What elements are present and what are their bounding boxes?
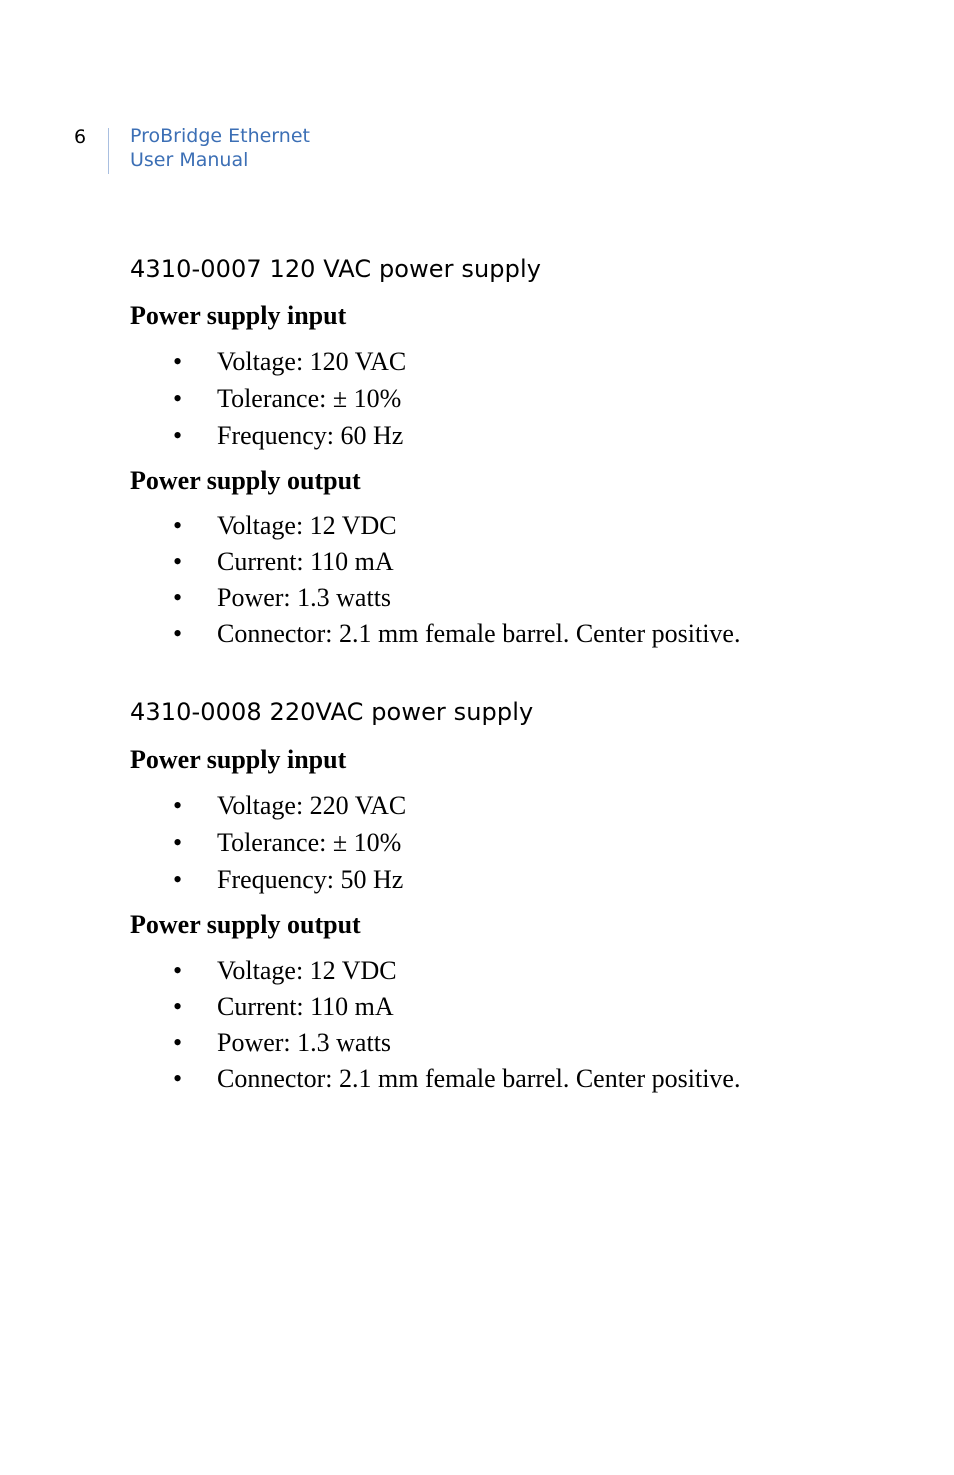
spec-text: Connector: 2.1 mm female barrel. Center positive. [217, 1064, 741, 1093]
spec-text: Voltage: 12 VDC [217, 511, 397, 540]
spec-text: Current: 110 mA [217, 547, 394, 576]
list-item [130, 619, 910, 655]
list-item [130, 1064, 910, 1100]
bullet: • [173, 956, 183, 985]
input-spec-list [130, 347, 910, 458]
input-heading: Power supply input [130, 301, 347, 330]
list-item [130, 384, 910, 421]
output-heading: Power supply output [130, 910, 361, 939]
bullet: • [173, 1064, 183, 1093]
spec-text: Power: 1.3 watts [217, 583, 392, 612]
section-title: 4310-0007 120 VAC power supply [130, 255, 542, 283]
spec-text: Current: 110 mA [217, 992, 394, 1021]
header-divider [108, 128, 109, 174]
spec-text: Tolerance: ± 10% [217, 384, 402, 413]
spec-text: Voltage: 120 VAC [217, 347, 407, 376]
bullet: • [173, 1028, 183, 1057]
spec-text: Power: 1.3 watts [217, 1028, 392, 1057]
list-item [130, 511, 910, 547]
list-item [130, 347, 910, 384]
bullet: • [173, 547, 183, 576]
output-spec-list [130, 511, 910, 655]
input-spec-list [130, 791, 910, 902]
spec-text: Voltage: 12 VDC [217, 956, 397, 985]
list-item [130, 1028, 910, 1064]
running-title-document: User Manual [130, 149, 249, 171]
bullet: • [173, 992, 183, 1021]
spec-text: Frequency: 50 Hz [217, 865, 404, 894]
list-item [130, 828, 910, 865]
bullet: • [173, 828, 183, 857]
running-title [130, 124, 310, 172]
list-item [130, 583, 910, 619]
spec-text: Voltage: 220 VAC [217, 791, 407, 820]
bullet: • [173, 865, 183, 894]
section-220vac [130, 697, 910, 1100]
bullet: • [173, 511, 183, 540]
bullet: • [173, 384, 183, 413]
list-item [130, 865, 910, 902]
list-item [130, 956, 910, 992]
spec-text: Connector: 2.1 mm female barrel. Center positive. [217, 619, 741, 648]
list-item [130, 791, 910, 828]
bullet: • [173, 791, 183, 820]
input-heading: Power supply input [130, 745, 347, 774]
running-title-product: ProBridge Ethernet [130, 125, 310, 147]
spec-text: Frequency: 60 Hz [217, 421, 404, 450]
bullet: • [173, 619, 183, 648]
output-heading: Power supply output [130, 466, 361, 495]
spec-text: Tolerance: ± 10% [217, 828, 402, 857]
section-120vac [130, 254, 910, 655]
list-item [130, 547, 910, 583]
output-spec-list [130, 956, 910, 1100]
bullet: • [173, 583, 183, 612]
bullet: • [173, 421, 183, 450]
section-title: 4310-0008 220VAC power supply [130, 698, 534, 726]
page-number: 6 [74, 126, 87, 148]
list-item [130, 992, 910, 1028]
bullet: • [173, 347, 183, 376]
list-item [130, 421, 910, 458]
